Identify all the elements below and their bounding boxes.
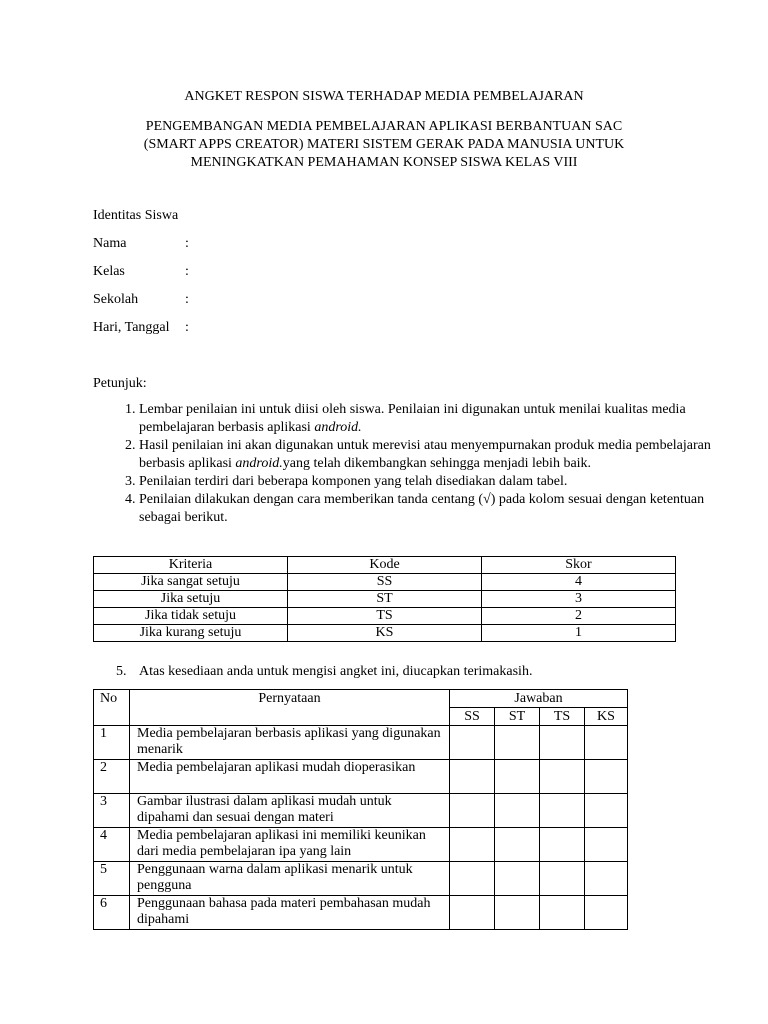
header-kode: Kode: [288, 557, 482, 574]
score-cell: 4: [482, 574, 676, 591]
header-ts: TS: [540, 708, 585, 726]
header-no: No: [94, 690, 130, 726]
answer-cell-ks[interactable]: [585, 896, 628, 930]
answer-cell-ss[interactable]: [450, 794, 495, 828]
statement-text: Media pembelajaran berbasis aplikasi yang digunakan menarik: [130, 726, 450, 760]
statement-number: 3: [94, 794, 130, 828]
answer-cell-st[interactable]: [495, 896, 540, 930]
instruction-emphasis: android.: [314, 420, 362, 435]
field-colon: :: [185, 320, 189, 335]
subtitle-line: (SMART APPS CREATOR) MATERI SISTEM GERAK PADA MANUSIA UNTUK: [143, 137, 625, 152]
score-cell: 1: [482, 625, 676, 642]
header-ks: KS: [585, 708, 628, 726]
answer-cell-ts[interactable]: [540, 828, 585, 862]
header-kriteria: Kriteria: [94, 557, 288, 574]
instruction-item: [139, 401, 714, 437]
answer-cell-ks[interactable]: [585, 726, 628, 760]
instruction-item: [139, 473, 714, 491]
statement-number: 6: [94, 896, 130, 930]
answer-cell-ts[interactable]: [540, 862, 585, 896]
field-label: Nama: [93, 236, 127, 251]
statement-row: [94, 896, 628, 930]
statement-number: 2: [94, 760, 130, 794]
answer-cell-ss[interactable]: [450, 862, 495, 896]
statement-number: 5: [94, 862, 130, 896]
code-cell: SS: [288, 574, 482, 591]
statement-text: Media pembelajaran aplikasi ini memiliki keunikan dari media pembelajaran ipa yang lain: [130, 828, 450, 862]
field-colon: :: [185, 292, 189, 307]
instructions-heading: Petunjuk:: [93, 376, 147, 391]
closing-note-number: 5.: [116, 664, 127, 679]
criteria-cell: Jika setuju: [94, 591, 288, 608]
instruction-text: Hasil penilaian ini akan digunakan untuk merevisi atau menyempurnakan produk media pembelajaran berbasis aplikasi: [139, 438, 711, 471]
statement-number: 4: [94, 828, 130, 862]
score-criteria-table: [93, 556, 676, 642]
header-skor: Skor: [482, 557, 676, 574]
answer-cell-ts[interactable]: [540, 794, 585, 828]
answer-cell-ks[interactable]: [585, 760, 628, 794]
score-cell: 3: [482, 591, 676, 608]
document-title: ANGKET RESPON SISWA TERHADAP MEDIA PEMBELAJARAN: [184, 89, 584, 104]
instruction-text-tail: yang telah dikembangkan sehingga menjadi lebih baik.: [282, 456, 592, 471]
score-table-row: [94, 591, 676, 608]
subtitle-line: MENINGKATKAN PEMAHAMAN KONSEP SISWA KELAS VIII: [190, 155, 578, 170]
field-colon: :: [185, 236, 189, 251]
answer-cell-ss[interactable]: [450, 726, 495, 760]
header-ss: SS: [450, 708, 495, 726]
statement-row: [94, 726, 628, 760]
answer-cell-ss[interactable]: [450, 896, 495, 930]
answer-cell-ss[interactable]: [450, 828, 495, 862]
instructions-list: [93, 401, 714, 527]
code-cell: KS: [288, 625, 482, 642]
answer-cell-st[interactable]: [495, 726, 540, 760]
field-colon: :: [185, 264, 189, 279]
statement-text: Penggunaan bahasa pada materi pembahasan mudah dipahami: [130, 896, 450, 930]
statement-number: 1: [94, 726, 130, 760]
identity-heading: Identitas Siswa: [93, 208, 179, 223]
header-jawaban: Jawaban: [450, 690, 628, 708]
answer-cell-ks[interactable]: [585, 862, 628, 896]
statement-table: [93, 689, 628, 930]
statement-row: [94, 862, 628, 896]
statement-row: [94, 760, 628, 794]
criteria-cell: Jika sangat setuju: [94, 574, 288, 591]
answer-cell-st[interactable]: [495, 862, 540, 896]
answer-cell-ks[interactable]: [585, 828, 628, 862]
header-pernyataan: Pernyataan: [130, 690, 450, 726]
answer-cell-ts[interactable]: [540, 896, 585, 930]
criteria-cell: Jika kurang setuju: [94, 625, 288, 642]
code-cell: ST: [288, 591, 482, 608]
statement-row: [94, 794, 628, 828]
field-label: Sekolah: [93, 292, 139, 307]
answer-cell-ss[interactable]: [450, 760, 495, 794]
answer-cell-st[interactable]: [495, 760, 540, 794]
statement-header-row: [94, 690, 628, 708]
field-label: Kelas: [93, 264, 125, 279]
statement-text: Media pembelajaran aplikasi mudah dioperasikan: [130, 760, 450, 794]
answer-cell-st[interactable]: [495, 794, 540, 828]
instruction-text: Penilaian dilakukan dengan cara memberikan tanda centang (√) pada kolom sesuai dengan ketentuan sebagai berikut.: [139, 492, 705, 525]
score-cell: 2: [482, 608, 676, 625]
header-st: ST: [495, 708, 540, 726]
instruction-item: [139, 491, 714, 527]
answer-cell-st[interactable]: [495, 828, 540, 862]
instruction-text: Lembar penilaian ini untuk diisi oleh siswa. Penilaian ini digunakan untuk menilai kualitas media pembelajaran berbasis aplikasi: [139, 402, 686, 435]
statement-text: Gambar ilustrasi dalam aplikasi mudah untuk dipahami dan sesuai dengan materi: [130, 794, 450, 828]
answer-cell-ts[interactable]: [540, 726, 585, 760]
score-table-row: [94, 574, 676, 591]
code-cell: TS: [288, 608, 482, 625]
score-table-header: [94, 557, 676, 574]
instruction-item: [139, 437, 714, 473]
statement-text: Penggunaan warna dalam aplikasi menarik untuk pengguna: [130, 862, 450, 896]
statement-row: [94, 828, 628, 862]
field-label: Hari, Tanggal: [93, 320, 170, 335]
criteria-cell: Jika tidak setuju: [94, 608, 288, 625]
score-table-row: [94, 625, 676, 642]
answer-cell-ts[interactable]: [540, 760, 585, 794]
answer-cell-ks[interactable]: [585, 794, 628, 828]
closing-note-text: Atas kesediaan anda untuk mengisi angket ini, diucapkan terimakasih.: [139, 664, 533, 679]
subtitle-line: PENGEMBANGAN MEDIA PEMBELAJARAN APLIKASI BERBANTUAN SAC: [145, 119, 623, 134]
instruction-text: Penilaian terdiri dari beberapa komponen yang telah disediakan dalam tabel.: [139, 474, 568, 489]
instruction-emphasis: android.: [235, 456, 283, 471]
score-table-row: [94, 608, 676, 625]
